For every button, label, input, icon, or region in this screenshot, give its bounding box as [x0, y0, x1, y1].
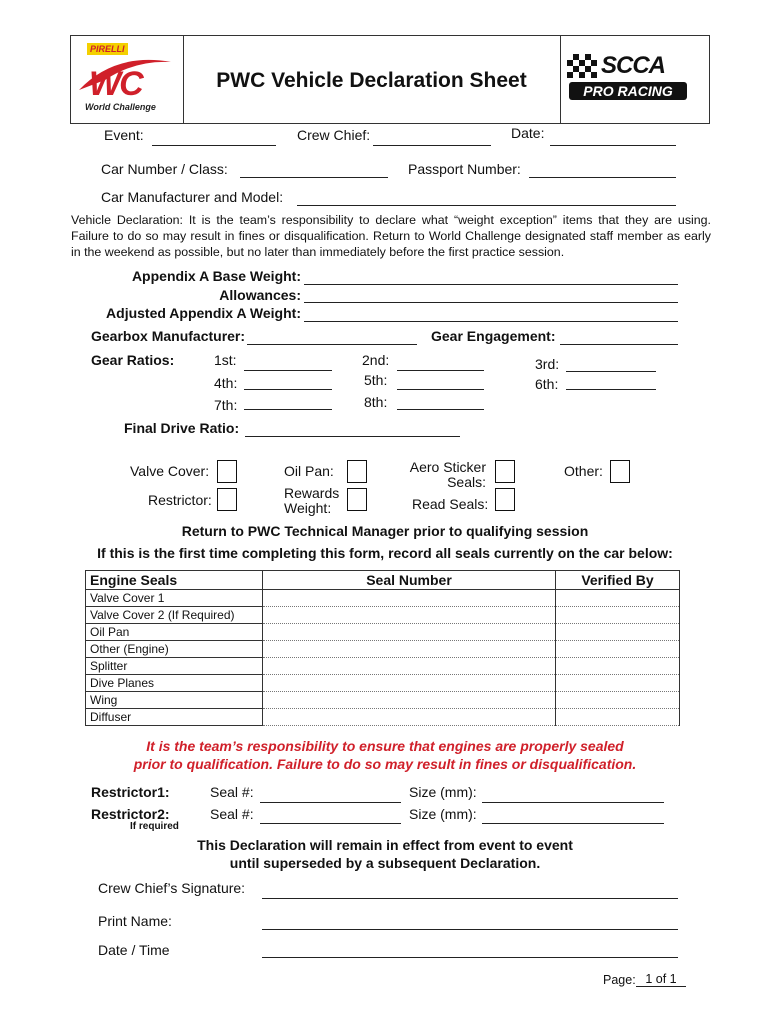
engine-seals-header: Engine Seals	[86, 571, 263, 590]
seal-number-cell[interactable]	[263, 607, 556, 624]
scca-wordmark: SCCA	[601, 52, 666, 79]
gear-8-label: 8th:	[364, 394, 388, 410]
event-label: Event:	[104, 127, 144, 143]
seal-number-cell[interactable]	[263, 709, 556, 726]
date-time-label: Date / Time	[98, 942, 170, 958]
seal-number-cell[interactable]	[263, 692, 556, 709]
restrictor2-size-label: Size (mm):	[409, 806, 477, 822]
seal-row-label: Valve Cover 2 (If Required)	[86, 607, 263, 624]
adjusted-weight-label: Adjusted Appendix A Weight:	[106, 305, 301, 321]
aero-sticker-label	[406, 460, 486, 490]
warning-line1: It is the team’s responsibility to ensure that engines are properly sealed	[146, 738, 624, 754]
gear-5-label: 5th:	[364, 372, 388, 388]
final-drive-label: Final Drive Ratio:	[124, 420, 240, 436]
other-checkbox[interactable]	[610, 460, 630, 483]
seal-number-cell[interactable]	[263, 658, 556, 675]
verified-by-cell[interactable]	[556, 692, 680, 709]
event-field[interactable]	[152, 145, 276, 146]
restrictor-label: Restrictor:	[148, 492, 212, 508]
page-number: 1 of 1	[636, 972, 686, 987]
car-number-label: Car Number / Class:	[101, 161, 228, 177]
base-weight-field[interactable]	[304, 284, 678, 285]
gear-7-label: 7th:	[214, 397, 238, 413]
verified-by-cell[interactable]	[556, 675, 680, 692]
restrictor1-size-label: Size (mm):	[409, 784, 477, 800]
crew-chief-signature-field[interactable]	[262, 898, 678, 899]
verified-by-header: Verified By	[556, 571, 680, 590]
gear-2-field[interactable]	[397, 370, 484, 371]
manufacturer-label: Car Manufacturer and Model:	[101, 189, 284, 205]
seal-row-label: Oil Pan	[86, 624, 263, 641]
table-row	[86, 607, 680, 624]
restrictor1-seal-field[interactable]	[260, 802, 401, 803]
if-required-note: If required	[130, 821, 179, 832]
pirelli-brand: PIRELLI	[87, 43, 128, 55]
restrictor-checkbox[interactable]	[217, 488, 237, 511]
declaration-text: Vehicle Declaration: It is the team’s responsibility to declare what “weight exception” items that they are using. Failure to do so may result in fines or disqualification. Return to World Challenge designated staff member as early in the weekend as possible, but no later than immediately before the first practice session.	[71, 213, 711, 259]
allowances-label: Allowances:	[219, 287, 301, 303]
pro-racing-wordmark: PRO RACING	[569, 82, 687, 100]
date-label: Date:	[511, 125, 545, 141]
rewards-weight-label	[284, 486, 339, 516]
gear-engagement-label: Gear Engagement:	[431, 328, 556, 344]
header-box	[70, 35, 710, 124]
table-row	[86, 675, 680, 692]
aero-sticker-line2: Seals:	[447, 474, 486, 490]
verified-by-cell[interactable]	[556, 709, 680, 726]
seal-number-cell[interactable]	[263, 624, 556, 641]
crew-chief-label: Crew Chief:	[297, 127, 371, 143]
restrictor1-size-field[interactable]	[482, 802, 664, 803]
validity-line1: This Declaration will remain in effect from event to event	[197, 837, 573, 853]
gear-8-field[interactable]	[397, 409, 484, 410]
restrictor2-seal-label: Seal #:	[210, 806, 254, 822]
gear-2-label: 2nd:	[362, 352, 390, 368]
verified-by-cell[interactable]	[556, 607, 680, 624]
print-name-field[interactable]	[262, 929, 678, 930]
allowances-field[interactable]	[304, 302, 678, 303]
manufacturer-field[interactable]	[297, 205, 676, 206]
crew-chief-signature-label: Crew Chief’s Signature:	[98, 880, 246, 896]
rewards-weight-line2: Weight:	[284, 500, 332, 516]
gearbox-manufacturer-field[interactable]	[247, 344, 417, 345]
seal-row-label: Valve Cover 1	[86, 590, 263, 607]
seal-number-header: Seal Number	[263, 571, 556, 590]
oil-pan-checkbox[interactable]	[347, 460, 367, 483]
gear-6-label: 6th:	[535, 376, 559, 392]
base-weight-label: Appendix A Base Weight:	[131, 268, 301, 284]
gear-4-field[interactable]	[244, 389, 332, 390]
rewards-weight-line1: Rewards	[284, 485, 340, 501]
table-header-row	[86, 571, 680, 590]
verified-by-cell[interactable]	[556, 658, 680, 675]
read-seals-checkbox[interactable]	[495, 488, 515, 511]
gear-1-label: 1st:	[214, 352, 237, 368]
return-instruction: Return to PWC Technical Manager prior to qualifying session	[181, 523, 589, 539]
gearbox-manufacturer-label: Gearbox Manufacturer:	[91, 328, 246, 344]
validity-line2: until superseded by a subsequent Declaration.	[229, 855, 541, 871]
verified-by-cell[interactable]	[556, 641, 680, 658]
checkered-flag-icon	[567, 54, 597, 78]
final-drive-field[interactable]	[245, 436, 460, 437]
gear-7-field[interactable]	[244, 409, 332, 410]
restrictor2-seal-field[interactable]	[260, 823, 401, 824]
other-label: Other:	[564, 463, 603, 479]
gear-6-field[interactable]	[566, 389, 656, 390]
seals-table	[85, 570, 680, 726]
scca-pro-racing-logo	[567, 50, 703, 110]
gear-ratios-label: Gear Ratios:	[91, 352, 175, 368]
gear-3-field[interactable]	[566, 371, 656, 372]
gear-1-field[interactable]	[244, 370, 332, 371]
seal-row-label: Wing	[86, 692, 263, 709]
restrictor1-label: Restrictor1:	[91, 784, 170, 800]
gear-5-field[interactable]	[397, 389, 484, 390]
passport-label: Passport Number:	[408, 161, 521, 177]
wc-tagline: World Challenge	[85, 102, 156, 112]
world-challenge-logo	[75, 40, 179, 120]
gear-3-label: 3rd:	[535, 356, 560, 372]
first-time-instruction: If this is the first time completing this form, record all seals currently on the car below:	[97, 545, 673, 561]
table-row	[86, 709, 680, 726]
seal-row-label: Dive Planes	[86, 675, 263, 692]
date-field[interactable]	[550, 145, 676, 146]
seal-number-cell[interactable]	[263, 641, 556, 658]
seal-row-label: Diffuser	[86, 709, 263, 726]
table-row	[86, 641, 680, 658]
table-row	[86, 624, 680, 641]
seal-number-cell[interactable]	[263, 590, 556, 607]
car-number-field[interactable]	[240, 177, 388, 178]
aero-sticker-line1: Aero Sticker	[409, 459, 486, 475]
restrictor2-label: Restrictor2:	[91, 806, 170, 822]
restrictor2-size-field[interactable]	[482, 823, 664, 824]
verified-by-cell[interactable]	[556, 624, 680, 641]
valve-cover-checkbox[interactable]	[217, 460, 237, 483]
aero-sticker-checkbox[interactable]	[495, 460, 515, 483]
seal-row-label: Splitter	[86, 658, 263, 675]
table-row	[86, 590, 680, 607]
print-name-label: Print Name:	[98, 913, 172, 929]
page-title: PWC Vehicle Declaration Sheet	[216, 69, 527, 92]
adjusted-weight-field[interactable]	[304, 321, 678, 322]
wc-mark: WC	[89, 65, 142, 103]
warning-line2: prior to qualification. Failure to do so may result in fines or disqualification.	[133, 756, 637, 772]
page-label: Page:	[603, 973, 636, 987]
date-time-field[interactable]	[262, 957, 678, 958]
passport-field[interactable]	[529, 177, 676, 178]
gear-engagement-field[interactable]	[560, 344, 678, 345]
seal-row-label: Other (Engine)	[86, 641, 263, 658]
verified-by-cell[interactable]	[556, 590, 680, 607]
read-seals-label: Read Seals:	[412, 496, 489, 512]
oil-pan-label: Oil Pan:	[284, 463, 334, 479]
gear-4-label: 4th:	[214, 375, 238, 391]
valve-cover-label: Valve Cover:	[130, 463, 210, 479]
table-row	[86, 658, 680, 675]
table-row	[86, 692, 680, 709]
restrictor1-seal-label: Seal #:	[210, 784, 254, 800]
seal-number-cell[interactable]	[263, 675, 556, 692]
crew-chief-field[interactable]	[373, 145, 491, 146]
rewards-weight-checkbox[interactable]	[347, 488, 367, 511]
